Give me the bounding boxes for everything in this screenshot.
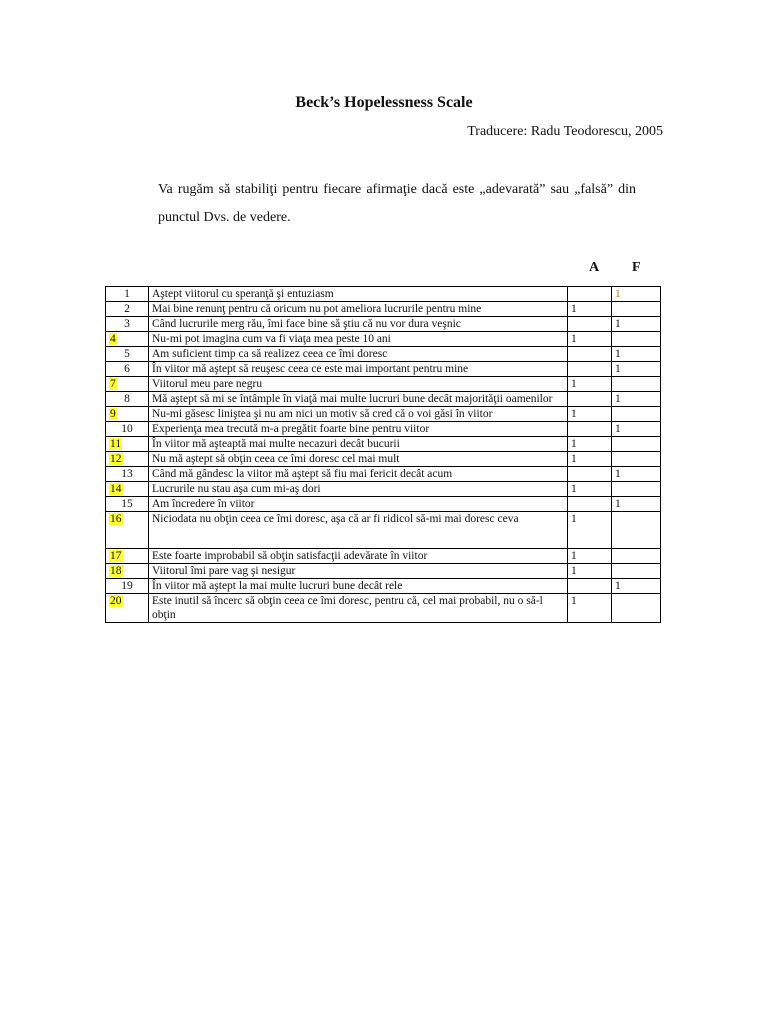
- statement-text: Nu-mi pot imagina cum va fi viaţa mea peste 10 ani: [149, 332, 568, 347]
- answer-f-cell: 1: [612, 317, 661, 332]
- answer-f-cell: 1: [612, 579, 661, 594]
- row-number: 16: [110, 513, 122, 525]
- row-number-cell: [106, 302, 149, 317]
- row-number-cell: [106, 452, 149, 467]
- statement-text: În viitor mă aşteaptă mai multe necazuri decât bucurii: [149, 437, 568, 452]
- statement-text: Aştept viitorul cu speranţă şi entuziasm: [149, 287, 568, 302]
- table-row: [106, 549, 661, 564]
- statement-text: Nu mă aştept să obţin ceea ce îmi doresc cel mai mult: [149, 452, 568, 467]
- answer-a-cell: 1: [568, 482, 612, 497]
- table-row: [106, 302, 661, 317]
- statement-text: Niciodata nu obţin ceea ce îmi doresc, aşa că ar fi ridicol să-mi mai doresc ceva: [149, 512, 568, 549]
- answer-a-cell: [568, 347, 612, 362]
- row-number-highlight: [109, 437, 145, 451]
- row-number: 7: [110, 378, 116, 390]
- row-number-cell: [106, 287, 149, 302]
- column-header-f: F: [632, 260, 641, 275]
- row-number-cell: [106, 549, 149, 564]
- answer-f-cell: [612, 332, 661, 347]
- answer-a-cell: [568, 317, 612, 332]
- row-number: 18: [110, 565, 122, 577]
- table-row: [106, 422, 661, 437]
- table-row: [106, 452, 661, 467]
- statement-text: Este foarte improbabil să obţin satisfacţii adevărate în viitor: [149, 549, 568, 564]
- row-number-cell: [106, 594, 149, 623]
- answer-f-cell: [612, 377, 661, 392]
- row-number-cell: [106, 377, 149, 392]
- statement-text: În viitor mă aştept să reuşesc ceea ce este mai important pentru mine: [149, 362, 568, 377]
- row-number: 1: [124, 288, 130, 300]
- statement-text: Lucrurile nu stau aşa cum mi-aş dori: [149, 482, 568, 497]
- hopelessness-scale-table: [105, 286, 661, 623]
- column-header-a: A: [589, 260, 600, 275]
- answer-a-cell: 1: [568, 594, 612, 623]
- answer-f-cell: 1: [612, 497, 661, 512]
- answer-f-cell: [612, 564, 661, 579]
- statement-text: Când mă gândesc la viitor mă aştept să fiu mai fericit decât acum: [149, 467, 568, 482]
- statement-text: În viitor mă aştept la mai multe lucruri bune decât rele: [149, 579, 568, 594]
- table-row: [106, 564, 661, 579]
- statement-text: Nu-mi găsesc liniştea şi nu am nici un motiv să cred că o voi găsi în viitor: [149, 407, 568, 422]
- row-number: 15: [121, 498, 133, 510]
- translator-credit: Traducere: Radu Teodorescu, 2005: [467, 124, 663, 139]
- row-number: 12: [110, 453, 122, 465]
- answer-f-cell: 1: [612, 422, 661, 437]
- table-row: [106, 287, 661, 302]
- row-number-cell: [106, 512, 149, 549]
- answer-f-cell: 1: [612, 347, 661, 362]
- statement-text: Mă aştept să mi se întâmple în viaţă mai multe lucruri bune decât majorităţii oamenilor: [149, 392, 568, 407]
- row-number-highlight: [109, 564, 145, 578]
- answer-a-cell: 1: [568, 564, 612, 579]
- statement-text: Viitorul îmi pare vag şi nesigur: [149, 564, 568, 579]
- answer-a-cell: 1: [568, 512, 612, 549]
- answer-a-cell: [568, 392, 612, 407]
- table-row: [106, 594, 661, 623]
- answer-f-cell: [612, 302, 661, 317]
- statement-text: Când lucrurile merg rău, îmi face bine să ştiu că nu vor dura veşnic: [149, 317, 568, 332]
- answer-a-cell: 1: [568, 437, 612, 452]
- row-number-highlight: [109, 332, 145, 346]
- answer-f-cell: 1: [612, 287, 661, 302]
- row-number-cell: [106, 579, 149, 594]
- row-number-highlight: [109, 512, 145, 526]
- statement-text: Am suficient timp ca să realizez ceea ce îmi doresc: [149, 347, 568, 362]
- statement-text: Mai bine renunţ pentru că oricum nu pot ameliora lucrurile pentru mine: [149, 302, 568, 317]
- table-row: [106, 347, 661, 362]
- row-number-cell: [106, 347, 149, 362]
- table-row: [106, 579, 661, 594]
- row-number: 17: [110, 550, 122, 562]
- row-number-highlight: [109, 594, 145, 608]
- table-row: [106, 467, 661, 482]
- row-number: 20: [110, 595, 122, 607]
- row-number-cell: [106, 564, 149, 579]
- table-row: [106, 407, 661, 422]
- answer-f-cell: [612, 452, 661, 467]
- row-number: 6: [124, 363, 130, 375]
- row-number-cell: [106, 317, 149, 332]
- answer-a-cell: 1: [568, 332, 612, 347]
- row-number-cell: [106, 497, 149, 512]
- row-number: 4: [110, 333, 116, 345]
- row-number-highlight: [109, 452, 145, 466]
- answer-a-cell: [568, 422, 612, 437]
- row-number: 5: [124, 348, 130, 360]
- row-number-highlight: [109, 377, 145, 391]
- statement-text: Viitorul meu pare negru: [149, 377, 568, 392]
- table-row: [106, 497, 661, 512]
- answer-f-cell: [612, 549, 661, 564]
- table-row: [106, 362, 661, 377]
- row-number: 13: [121, 468, 133, 480]
- answer-a-cell: [568, 362, 612, 377]
- answer-f-cell: [612, 512, 661, 549]
- answer-f-cell: 1: [612, 362, 661, 377]
- table-row: [106, 512, 661, 549]
- table-row: [106, 332, 661, 347]
- answer-f-cell: 1: [612, 467, 661, 482]
- row-number: 11: [110, 438, 122, 450]
- row-number: 10: [121, 423, 133, 435]
- row-number: 14: [110, 483, 122, 495]
- row-number-cell: [106, 482, 149, 497]
- answer-f-cell: [612, 407, 661, 422]
- row-number: 19: [121, 580, 133, 592]
- answer-f-cell: [612, 594, 661, 623]
- answer-a-cell: 1: [568, 549, 612, 564]
- row-number-cell: [106, 362, 149, 377]
- instructions-paragraph: Va rugăm să stabiliţi pentru fiecare afirmaţie dacă este „adevarată” sau „falsă” din punctul Dvs. de vedere.: [158, 182, 636, 225]
- answer-a-cell: 1: [568, 407, 612, 422]
- row-number-cell: [106, 422, 149, 437]
- table-row: [106, 482, 661, 497]
- row-number-highlight: [109, 482, 145, 496]
- row-number-highlight: [109, 407, 145, 421]
- row-number-highlight: [109, 549, 145, 563]
- document-title: Beck’s Hopelessness Scale: [295, 94, 473, 111]
- table-row: [106, 317, 661, 332]
- row-number-cell: [106, 467, 149, 482]
- table-row: [106, 392, 661, 407]
- answer-f-cell: [612, 482, 661, 497]
- statement-text: Este inutil să încerc să obţin ceea ce îmi doresc, pentru că, cel mai probabil, nu o să-l obţin: [149, 594, 568, 623]
- row-number: 2: [124, 303, 130, 315]
- row-number-cell: [106, 407, 149, 422]
- row-number: 8: [124, 393, 130, 405]
- answer-a-cell: [568, 579, 612, 594]
- answer-f-cell: 1: [612, 392, 661, 407]
- row-number: 3: [124, 318, 130, 330]
- answer-a-cell: 1: [568, 452, 612, 467]
- row-number: 9: [110, 408, 116, 420]
- answer-a-cell: [568, 497, 612, 512]
- answer-f-cell: [612, 437, 661, 452]
- answer-a-cell: 1: [568, 377, 612, 392]
- row-number-cell: [106, 332, 149, 347]
- row-number-cell: [106, 437, 149, 452]
- statement-text: Experienţa mea trecută m-a pregătit foarte bine pentru viitor: [149, 422, 568, 437]
- table-row: [106, 437, 661, 452]
- answer-a-cell: [568, 467, 612, 482]
- table-row: [106, 377, 661, 392]
- answer-a-cell: [568, 287, 612, 302]
- statement-text: Am încredere în viitor: [149, 497, 568, 512]
- row-number-cell: [106, 392, 149, 407]
- answer-a-cell: 1: [568, 302, 612, 317]
